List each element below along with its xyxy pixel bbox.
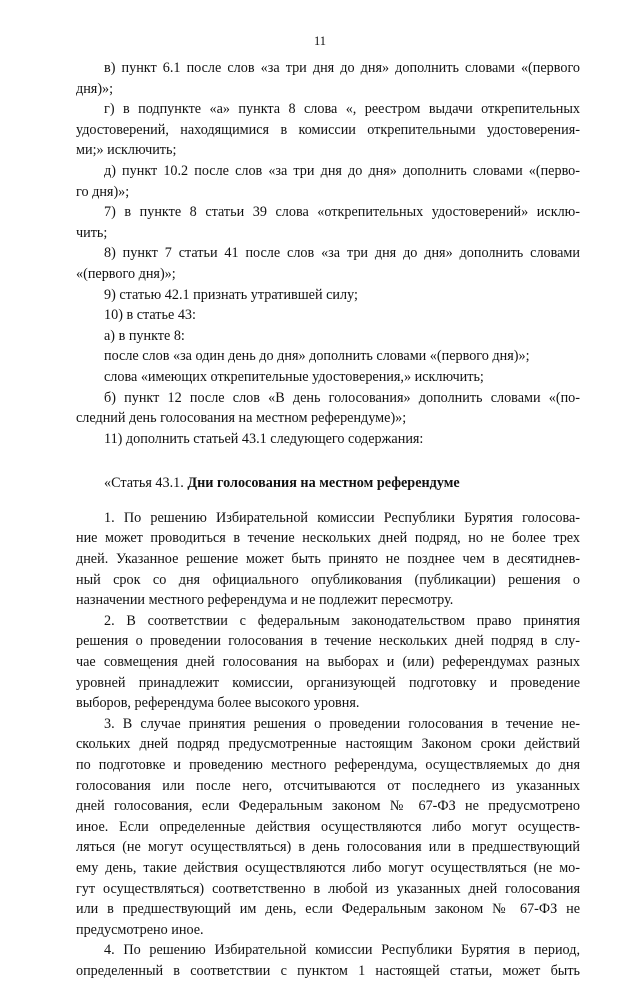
page-number: 11 (313, 34, 327, 48)
text-line: 10) в статье 43: (104, 307, 196, 324)
page-content (76, 58, 580, 982)
text-line: уровней принадлежит комиссии, организующей подготовку и проведение (76, 674, 580, 691)
text-line: «(первого дня)»; (76, 265, 176, 282)
text-line: выборов, референдума более высокого уровня. (76, 695, 360, 712)
text-line: ляться (не могут осуществляться) в день голосования или в предшествующий (76, 839, 580, 856)
text-line: а) в пункте 8: (104, 327, 185, 344)
text-line: 2. В соответствии с федеральным законодательством право принятия (104, 612, 580, 629)
text-line: го дня)»; (76, 183, 130, 200)
text-line: 3. В случае принятия решения о проведении голосования в течение не- (104, 715, 580, 732)
text-line: ми;» исключить; (76, 142, 177, 159)
text-line: решения о проведении голосования в течение нескольких дней подряд в слу- (76, 633, 580, 650)
article-body (76, 508, 580, 982)
text-line: 1. По решению Избирательной комиссии Республики Бурятия голосова- (104, 509, 580, 526)
text-line: чить; (76, 224, 108, 241)
text-line: ный срок со дня официального опубликования (публикации) решения о (76, 571, 580, 588)
text-line: скольких дней подряд предусмотренные настоящим Законом сроки действий (76, 736, 580, 753)
amendment-list (76, 58, 580, 449)
text-line: предусмотрено иное. (76, 921, 204, 938)
text-line: по подготовке и проведению местного референдума, осуществляемых до дня (76, 757, 580, 773)
text-line: г) в подпункте «а» пункта 8 слова «, реестром выдачи открепительных (104, 101, 580, 118)
text-line: дня)»; (76, 80, 114, 97)
text-line: чае совмещения дней голосования на выборах и (или) референдумах разных (76, 654, 580, 671)
text-line: в) пункт 6.1 после слов «за три дня до дня» дополнить словами «(первого (104, 60, 580, 76)
text-line: ние может проводиться в течение нескольких дней подряд, но не более трех (76, 530, 580, 547)
article-heading-title: Дни голосования на местном референдуме (187, 475, 460, 492)
text-line: б) пункт 12 после слов «В день голосования» дополнить словами «(по- (104, 389, 580, 406)
text-line: определенный в соответствии с пунктом 1 настоящей статьи, может быть (76, 962, 580, 979)
text-line: дней голосования, если Федеральным законом № 67-ФЗ не предусмотрено (76, 798, 580, 815)
article-heading (76, 473, 580, 494)
text-line: 4. По решению Избирательной комиссии Республики Бурятия в период, (104, 942, 580, 959)
text-line: слова «имеющих открепительные удостоверения,» исключить; (104, 368, 484, 385)
article-heading-prefix: «Статья 43.1. (104, 475, 188, 492)
text-line: 9) статью 42.1 признать утратившей силу; (104, 286, 358, 303)
text-line: назначении местного референдума и не подлежит пересмотру. (76, 592, 454, 609)
text-line: 8) пункт 7 статьи 41 после слов «за три дня до дня» дополнить словами (104, 245, 580, 262)
text-line: следний день голосования на местном референдуме)»; (76, 410, 407, 427)
text-line: д) пункт 10.2 после слов «за три дня до дня» дополнить словами «(перво- (104, 162, 580, 179)
text-line: ему день, такие действия осуществляются либо могут осуществляться (не мо- (76, 859, 580, 876)
text-line: или в предшествующий им день, если Федеральным законом № 67-ФЗ не (76, 901, 580, 918)
heading-gap (76, 494, 580, 508)
text-line: 11) дополнить статьей 43.1 следующего содержания: (104, 430, 424, 447)
text-line: после слов «за один день до дня» дополнить словами «(первого дня)»; (104, 348, 530, 365)
text-line: иное. Если определенные действия осуществляются либо могут осуществ- (76, 818, 580, 835)
text-line: голосования или после него, отсчитываются от последнего из указанных (76, 777, 580, 794)
text-line: 7) в пункте 8 статьи 39 слова «открепительных удостоверений» исклю- (104, 204, 580, 221)
text-line: гут осуществляться) соответственно в любой из указанных дней голосования (76, 880, 580, 897)
text-line: удостоверений, находящимися в комиссии открепительными удостоверения- (76, 121, 580, 138)
section-gap (76, 449, 580, 473)
text-line: дней. Указанное решение может быть принято не позднее чем в десятиднев- (76, 551, 580, 568)
